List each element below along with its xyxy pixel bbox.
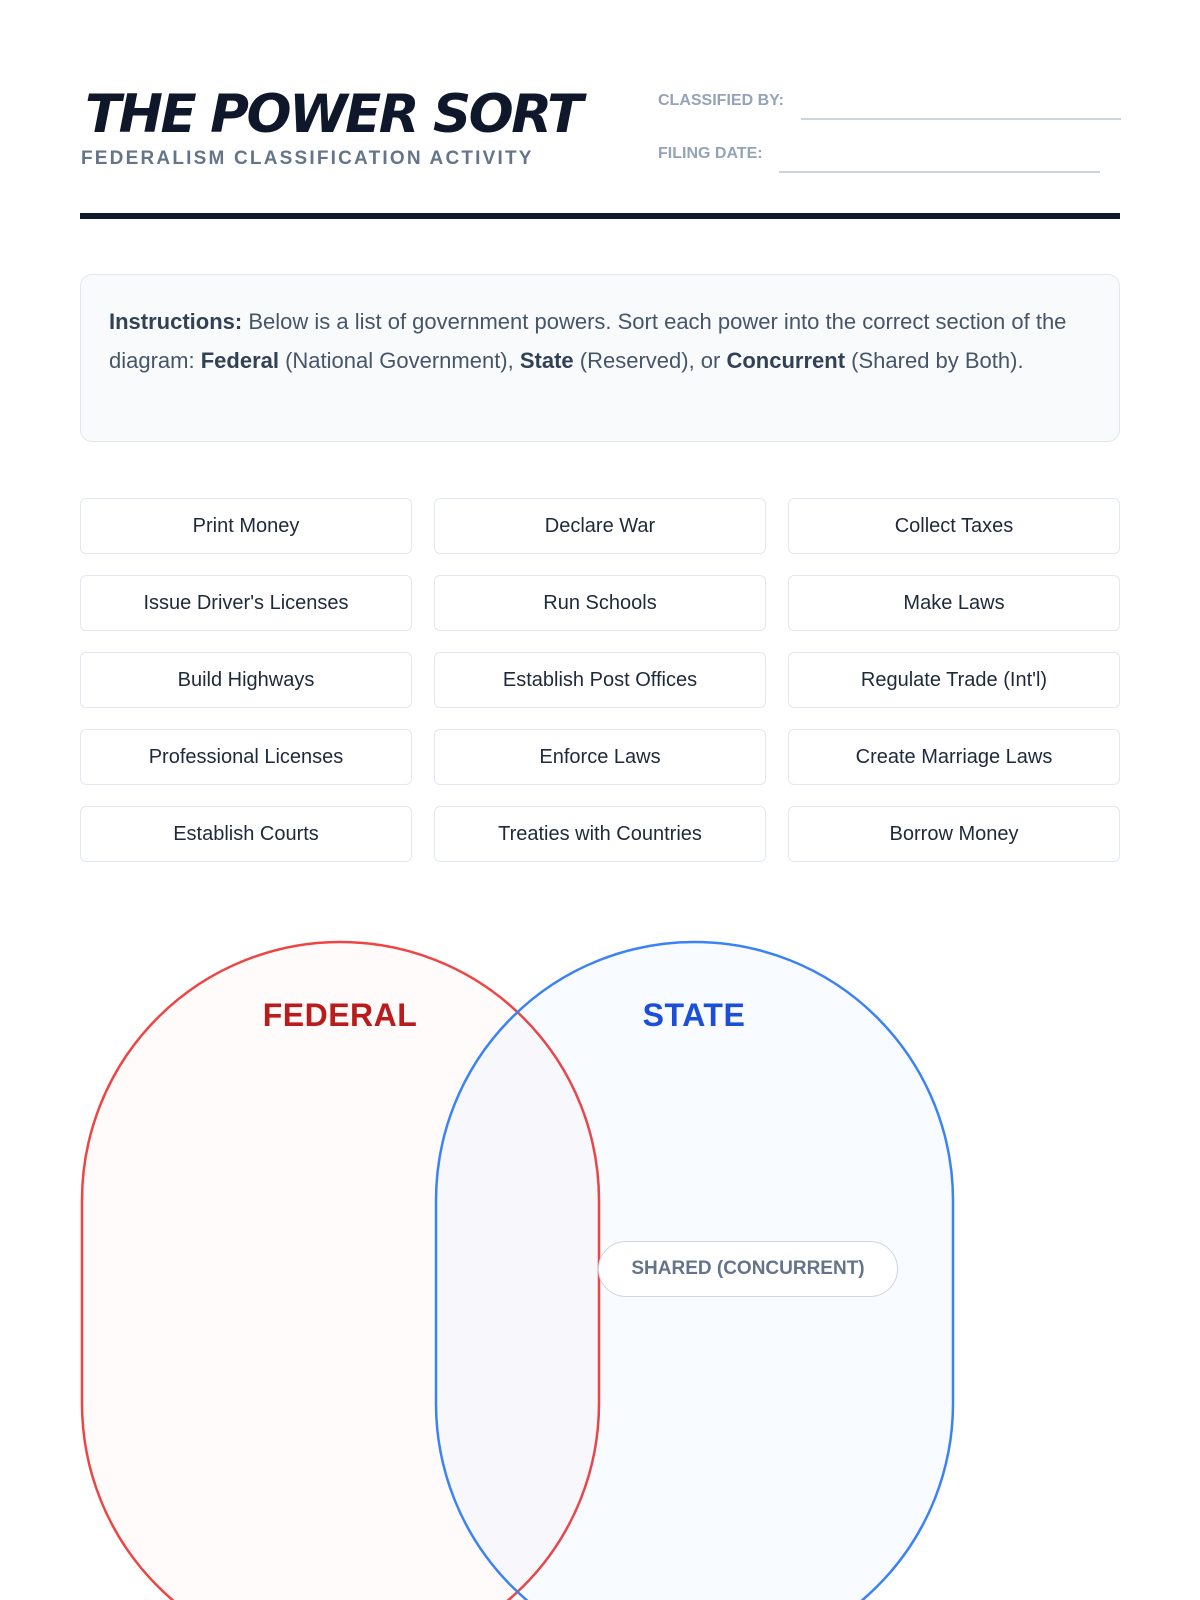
instructions-text: (Shared by Both). — [845, 347, 1024, 373]
power-card[interactable]: Collect Taxes — [788, 498, 1120, 554]
instructions-federal: Federal — [200, 347, 279, 373]
power-card[interactable]: Establish Post Offices — [434, 652, 766, 708]
filing-date-label: FILING DATE: — [658, 145, 763, 162]
power-card[interactable]: Run Schools — [434, 575, 766, 631]
instructions-text: Below is a list of government powers. Sort each power into the correct section of the diagram: — [109, 309, 1067, 373]
power-card[interactable]: Professional Licenses — [80, 729, 412, 785]
shared-concurrent-label: SHARED (CONCURRENT) — [598, 1241, 898, 1297]
page-title: THE POWER SORT — [85, 84, 581, 145]
instructions-concurrent: Concurrent — [726, 347, 846, 373]
power-card[interactable]: Build Highways — [80, 652, 412, 708]
power-card[interactable]: Regulate Trade (Int'l) — [788, 652, 1120, 708]
power-card[interactable]: Borrow Money — [788, 806, 1120, 862]
page-subtitle: FEDERALISM CLASSIFICATION ACTIVITY — [81, 148, 534, 169]
power-card[interactable]: Print Money — [80, 498, 412, 554]
power-card[interactable]: Declare War — [434, 498, 766, 554]
instructions-state: State — [519, 347, 574, 373]
power-card[interactable]: Make Laws — [788, 575, 1120, 631]
power-card[interactable]: Enforce Laws — [434, 729, 766, 785]
instructions-lead: Instructions: — [109, 309, 243, 334]
power-card[interactable]: Create Marriage Laws — [788, 729, 1120, 785]
classified-by-label: CLASSIFIED BY: — [658, 92, 784, 109]
instructions-text: (National Government), — [278, 347, 520, 373]
federal-label: FEDERAL — [262, 997, 418, 1033]
power-card[interactable]: Treaties with Countries — [434, 806, 766, 862]
instructions-text: (Reserved), or — [573, 347, 727, 373]
state-label: STATE — [642, 997, 746, 1033]
power-card[interactable]: Issue Driver's Licenses — [80, 575, 412, 631]
power-card[interactable]: Establish Courts — [80, 806, 412, 862]
